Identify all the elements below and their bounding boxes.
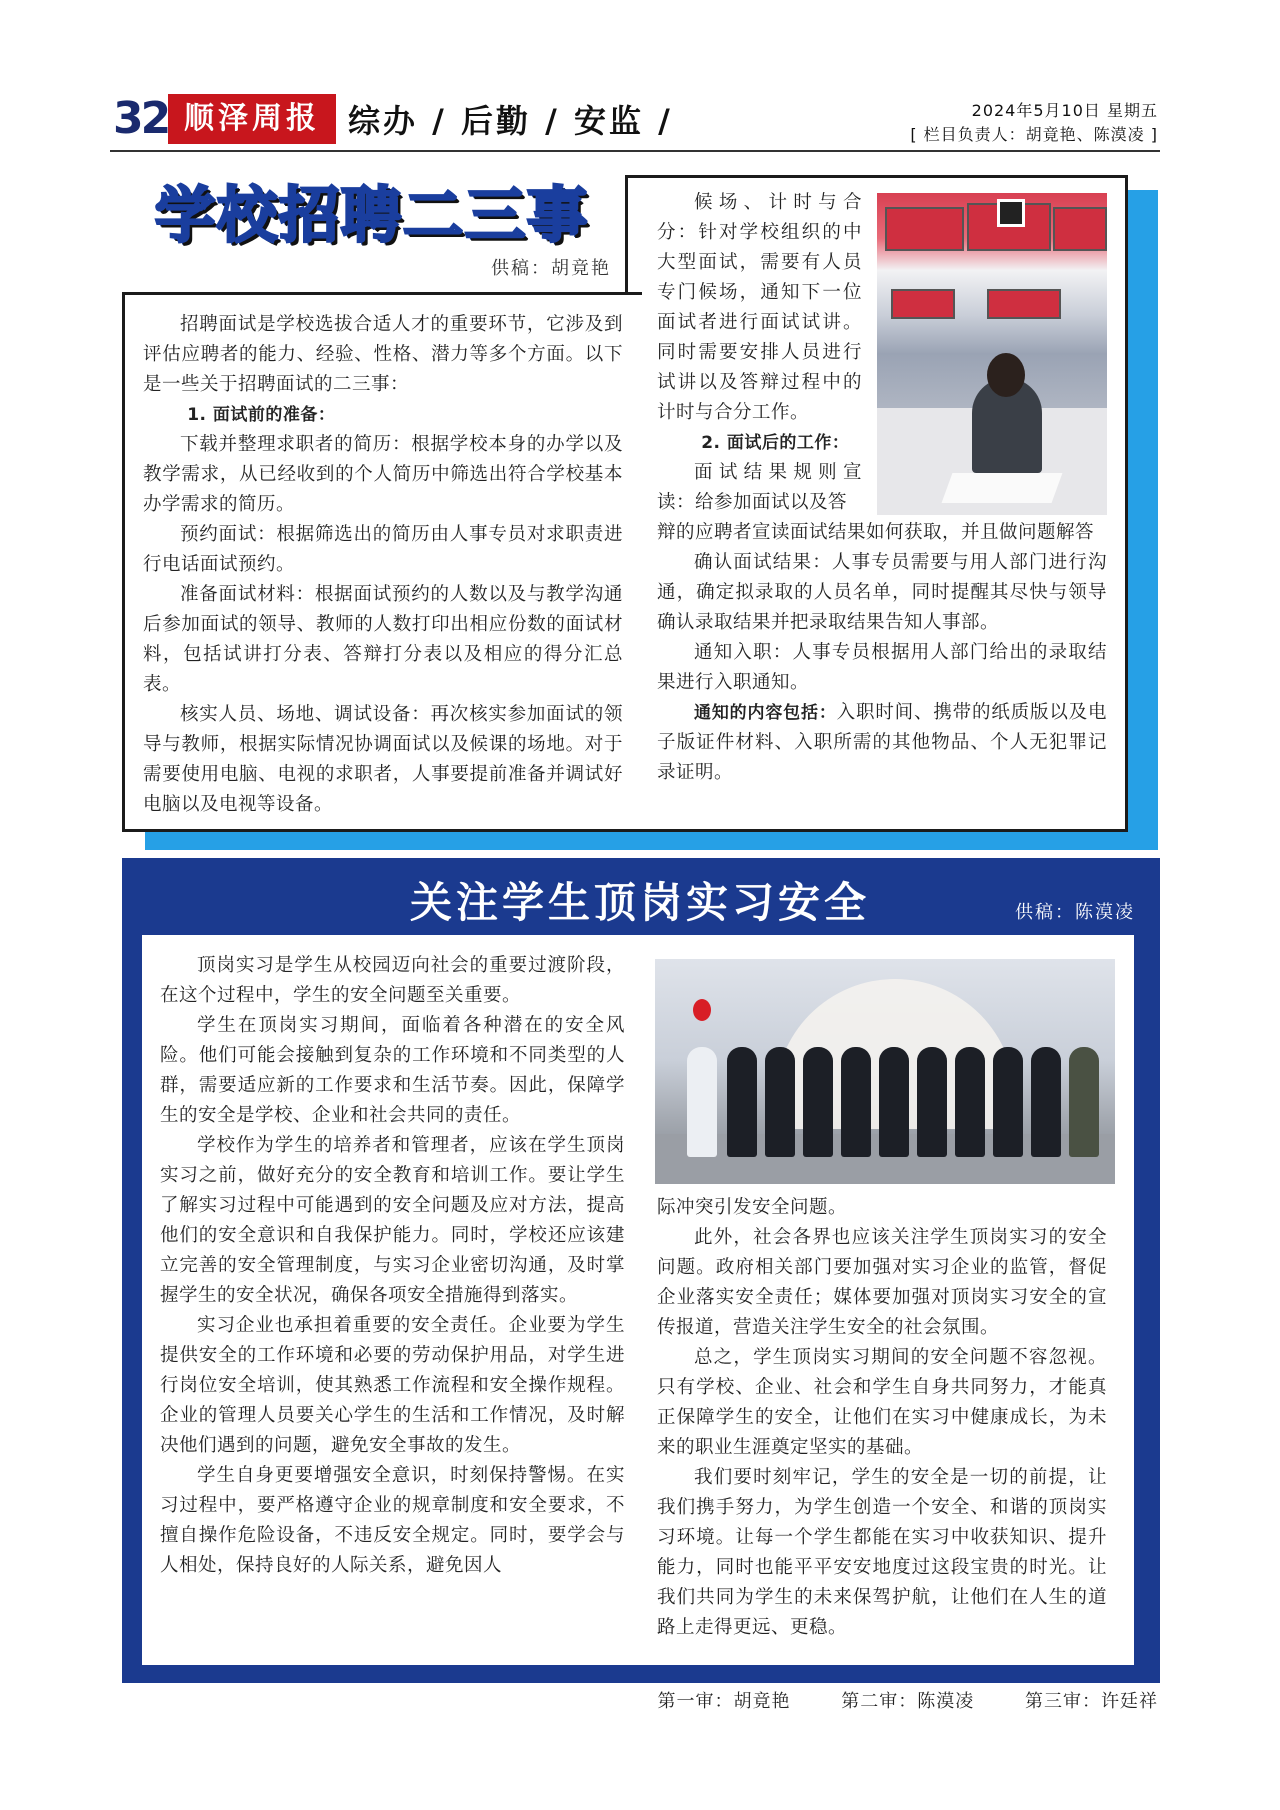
review-first: 第一审：胡竟艳 (657, 1691, 791, 1712)
article1-title: 学校招聘二三事 (155, 181, 589, 251)
paragraph: 总之，学生顶岗实习期间的安全问题不容忽视。只有学校、企业、社会和学生自身共同努力，才能真正保障学生的安全，让他们在实习中健康成长，为未来的职业生涯奠定坚实的基础。 (657, 1347, 1107, 1458)
subheading: 2. 面试后的工作： (701, 433, 850, 453)
paragraph: 顶岗实习是学生从校园迈向社会的重要过渡阶段，在这个过程中，学生的安全问题至关重要。 (160, 955, 625, 1006)
paragraph: 际冲突引发安全问题。 (657, 1197, 848, 1218)
review-second: 第二审：陈漠凌 (841, 1691, 975, 1712)
page-number: 32 (113, 93, 169, 144)
article1-left-column (143, 310, 623, 820)
review-third: 第三审：许廷祥 (1025, 1691, 1158, 1712)
paragraph (657, 698, 1107, 788)
article1-byline: 供稿：胡竟艳 (491, 258, 611, 279)
review-credits (628, 1687, 1158, 1713)
paragraph: 核实人员、场地、调试设备：再次核实参加面试的领导与教师，根据实际情况协调面试以及候课的场地。对于需要使用电脑、电视的求职者，人事要提前准备并调试好电脑以及电视等设备。 (143, 704, 623, 815)
paragraph: 下载并整理求职者的简历：根据学校本身的办学以及教学需求，从已经收到的个人简历中筛选出符合学校基本办学需求的简历。 (143, 434, 623, 515)
paragraph: 准备面试材料：根据面试预约的人数以及与教学沟通后参加面试的领导、教师的人数打印出相应份数的面试材料，包括试讲打分表、答辩打分表以及相应的得分汇总表。 (143, 584, 623, 695)
paragraph: 辩的应聘者宣读面试结果如何获取，并且做问题解答 (657, 522, 1095, 543)
notice-text: 入职时间、携带的纸质版以及电子版证件材料、入职所需的其他物品、个人无犯罪记录证明。 (657, 702, 1107, 783)
lantern-icon (693, 999, 711, 1021)
paragraph: 学生自身更要增强安全意识，时刻保持警惕。在实习过程中，要严格遵守企业的规章制度和安全要求，不擅自操作危险设备，不违反安全规定。同时，要学会与人相处，保持良好的人际关系，避免因人 (160, 1465, 625, 1576)
article1-right-bottom-column (657, 518, 1107, 788)
issue-date: 2024年5月10日 星期五 (971, 101, 1158, 120)
paragraph: 通知入职：人事专员根据用人部门给出的录取结果进行入职通知。 (657, 642, 1107, 693)
paragraph: 学生在顶岗实习期间，面临着各种潜在的安全风险。他们可能会接触到复杂的工作环境和不同类型的人群，需要适应新的工作要求和生活节奏。因此，保障学生的安全是学校、企业和社会共同的责任。 (160, 1015, 625, 1126)
masthead-logo (168, 94, 336, 144)
article2-left-column (160, 951, 625, 1581)
paragraph: 招聘面试是学校选拔合适人才的重要环节，它涉及到评估应聘者的能力、经验、性格、潜力等多个方面。以下是一些关于招聘面试的二三事： (143, 314, 623, 395)
section-nav: 综办 / 后勤 / 安监 / (348, 102, 673, 140)
qr-code-icon (997, 199, 1025, 227)
paragraph: 学校作为学生的培养者和管理者，应该在学生顶岗实习之前，做好充分的安全教育和培训工作。要让学生了解实习过程中可能遇到的安全问题及应对方法，提高他们的安全意识和自我保护能力。同时，学校还应该建立完善的安全管理制度，与实习企业密切沟通，及时掌握学生的安全状况，确保各项安全措施得到落实。 (160, 1135, 625, 1306)
recruitment-photo (877, 193, 1107, 515)
subheading: 1. 面试前的准备： (187, 405, 336, 425)
article2-right-column (657, 1193, 1107, 1643)
paper-name: 顺泽周报 (184, 101, 320, 136)
paragraph: 我们要时刻牢记，学生的安全是一切的前提，让我们携手努力，为学生创造一个安全、和谐的顶岗实习环境。让每一个学生都能在实习中收获知识、提升能力，同时也能平平安安地度过这段宝贵的时光。让我们共同为学生的未来保驾护航，让他们在人生的道路上走得更远、更稳。 (657, 1467, 1107, 1638)
article1-right-top-column (657, 188, 862, 518)
paragraph: 面试结果规则宣读：给参加面试以及答 (657, 462, 862, 513)
paragraph: 预约面试：根据筛选出的简历由人事专员对求职责进行电话面试预约。 (143, 524, 623, 575)
students-group-photo (655, 959, 1115, 1184)
notice-label: 通知的内容包括： (694, 703, 837, 723)
column-editors: [ 栏目负责人：胡竟艳、陈漠凌 ] (910, 125, 1158, 144)
paragraph: 此外，社会各界也应该关注学生顶岗实习的安全问题。政府相关部门要加强对实习企业的监管，督促企业落实安全责任；媒体要加强对顶岗实习安全的宣传报道，营造关注学生安全的社会氛围。 (657, 1227, 1107, 1338)
article2-title: 关注学生顶岗实习安全 (409, 878, 870, 927)
header-rule (110, 150, 1160, 152)
paragraph: 候场、计时与合分：针对学校组织的中大型面试，需要有人员专门候场，通知下一位面试者进行面试试讲。同时需要安排人员进行试讲以及答辩过程中的计时与合分工作。 (657, 192, 862, 423)
paragraph: 实习企业也承担着重要的安全责任。企业要为学生提供安全的工作环境和必要的劳动保护用品，对学生进行岗位安全培训，使其熟悉工作流程和安全操作规程。企业的管理人员要关心学生的生活和工作情况，及时解决他们遇到的问题，避免安全事故的发生。 (160, 1315, 625, 1456)
paragraph: 确认面试结果：人事专员需要与用人部门进行沟通，确定拟录取的人员名单，同时提醒其尽快与领导确认录取结果并把录取结果告知人事部。 (657, 552, 1107, 633)
article2-byline: 供稿：陈漠凌 (1015, 902, 1135, 923)
